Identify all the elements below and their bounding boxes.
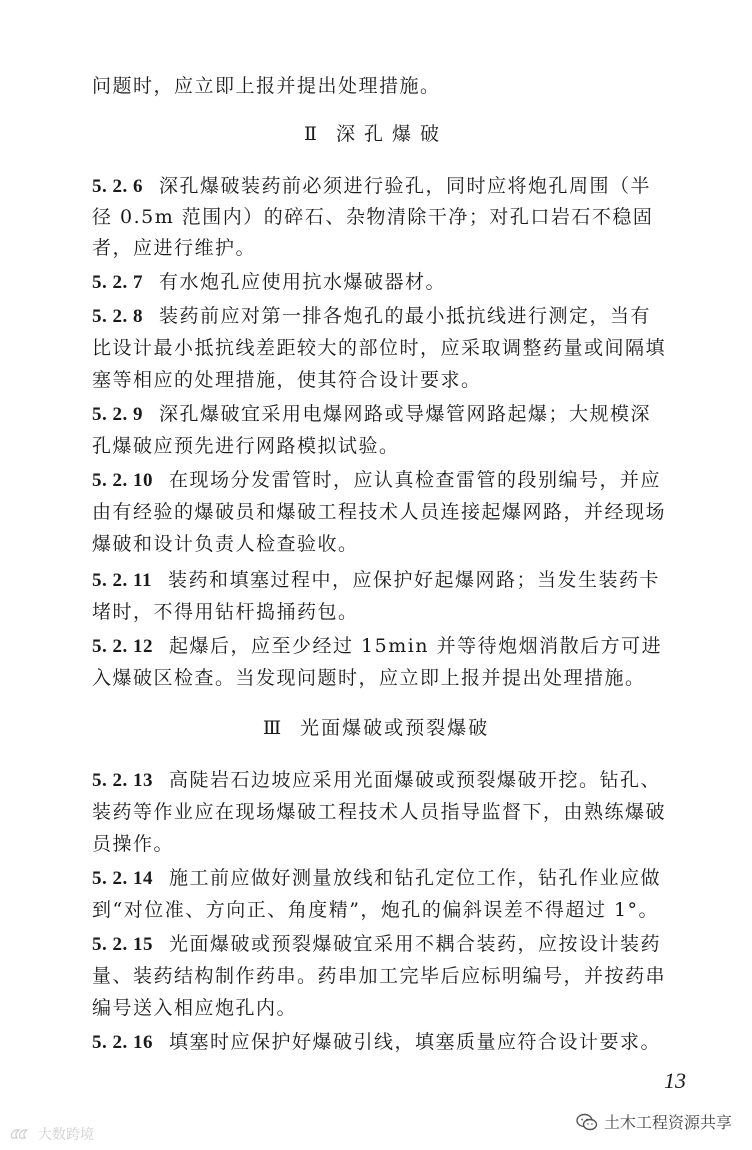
clause-text-line: 光面爆破或预裂爆破宜采用不耦合装药，应按设计装药 bbox=[169, 933, 662, 955]
clause-number: 5. 2. 8 bbox=[92, 306, 143, 327]
clause-number: 5. 2. 12 bbox=[92, 636, 153, 657]
section-heading-2 bbox=[0, 122, 752, 147]
clause-text-line: 装药前应对第一排各炮孔的最小抵抗线进行测定，当有 bbox=[159, 305, 652, 327]
wechat-icon bbox=[576, 1113, 598, 1131]
clause-number: 5. 2. 6 bbox=[92, 176, 143, 197]
section-roman-numeral: Ⅱ bbox=[304, 124, 318, 145]
watermark-left-text: 大数跨境 bbox=[38, 1127, 94, 1143]
clause-number: 5. 2. 13 bbox=[92, 770, 153, 791]
clause-text-line: 在现场分发雷管时，应认真检查雷管的段别编号，并应 bbox=[169, 469, 662, 491]
watermark-logo-icon bbox=[8, 1126, 32, 1142]
clause-text-line: 施工前应做好测量放线和钻孔定位工作，钻孔作业应做 bbox=[169, 867, 662, 889]
clause-text-line: 堵时，不得用钻杆捣捅药包。 bbox=[92, 601, 359, 623]
clause-number: 5. 2. 15 bbox=[92, 934, 153, 955]
clause-text-line: 装药等作业应在现场爆破工程技术人员指导监督下，由熟练爆破 bbox=[92, 801, 667, 823]
page-number: 13 bbox=[664, 1068, 686, 1093]
section-heading-3 bbox=[0, 716, 752, 741]
clause-text-line: 入爆破区检查。当发现问题时，应立即上报并提出处理措施。 bbox=[92, 667, 646, 689]
clause-number: 5. 2. 7 bbox=[92, 272, 143, 293]
clause-text-line: 编号送入相应炮孔内。 bbox=[92, 997, 298, 1019]
clause-text-line: 装药和填塞过程中，应保护好起爆网路；当发生装药卡 bbox=[167, 569, 660, 591]
clause-text-line: 填塞时应保护好爆破引线，填塞质量应符合设计要求。 bbox=[169, 1031, 662, 1053]
section-roman-numeral: Ⅲ bbox=[262, 718, 283, 739]
clause-number: 5. 2. 10 bbox=[92, 470, 153, 491]
watermark-right bbox=[572, 1108, 736, 1135]
clause-text-line: 员操作。 bbox=[92, 833, 175, 855]
watermark-right-text: 土木工程资源共享 bbox=[604, 1113, 733, 1132]
watermark-left bbox=[8, 1124, 94, 1144]
section-title: 深孔爆破 bbox=[335, 123, 448, 145]
clause-text-line: 孔爆破应预先进行网路模拟试验。 bbox=[92, 435, 400, 457]
clause-text-line: 爆破和设计负责人检查验收。 bbox=[92, 533, 359, 555]
top-line: 问题时，应立即上报并提出处理措施。 bbox=[92, 75, 441, 97]
clause-text-line: 深孔爆破宜采用电爆网路或导爆管网路起爆；大规模深 bbox=[159, 403, 652, 425]
clause-text-line: 塞等相应的处理措施，使其符合设计要求。 bbox=[92, 369, 482, 391]
clause-number: 5. 2. 11 bbox=[92, 570, 152, 591]
clause-text-line: 由有经验的爆破员和爆破工程技术人员连接起爆网路，并经现场 bbox=[92, 501, 667, 523]
section-title: 光面爆破或预裂爆破 bbox=[300, 717, 490, 739]
clause-text-line: 径 0.5m 范围内）的碎石、杂物清除干净；对孔口岩石不稳固 bbox=[92, 206, 654, 228]
clause-text-line: 高陡岩石边坡应采用光面爆破或预裂爆破开挖。钻孔、 bbox=[169, 769, 662, 791]
clause-number: 5. 2. 16 bbox=[92, 1032, 153, 1053]
clause-text-line: 起爆后，应至少经过 15min 并等待炮烟消散后方可进 bbox=[169, 635, 663, 657]
clause-text-line: 到“对位准、方向正、角度精”，炮孔的偏斜误差不得超过 1°。 bbox=[92, 899, 660, 921]
clause-number: 5. 2. 9 bbox=[92, 404, 143, 425]
clause-text-line: 有水炮孔应使用抗水爆破器材。 bbox=[159, 271, 447, 293]
clause-text-line: 者，应进行维护。 bbox=[92, 237, 257, 259]
clause-text-line: 比设计最小抵抗线差距较大的部位时，应采取调整药量或间隔填 bbox=[92, 337, 667, 359]
clause-number: 5. 2. 14 bbox=[92, 868, 153, 889]
clause-text-line: 深孔爆破装药前必须进行验孔，同时应将炮孔周围（半 bbox=[159, 175, 652, 197]
clause-text-line: 量、装药结构制作药串。药串加工完毕后应标明编号，并按药串 bbox=[92, 965, 667, 987]
